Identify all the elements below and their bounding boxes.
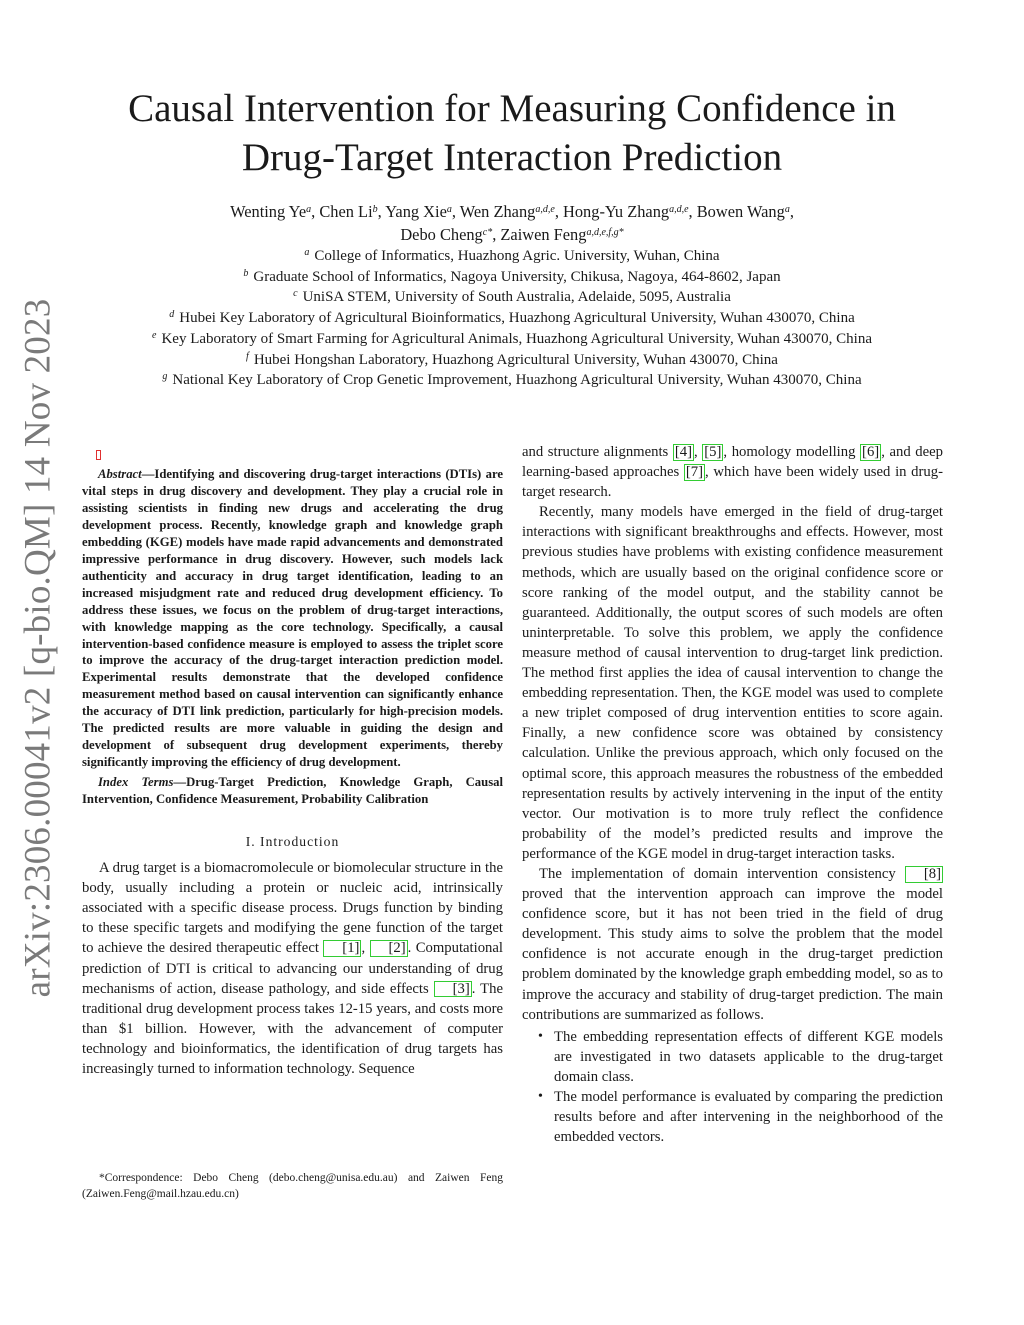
- author-list: [90, 200, 934, 246]
- paper-title: [90, 84, 934, 182]
- abstract: [82, 466, 503, 771]
- annotation-marker-icon: [96, 450, 101, 460]
- abstract-text: —Identifying and discovering drug-target interactions (DTIs) are vital steps in drug discovery and development. They play a crucial role in assisting scientists in finding new drugs and accelerating the drug development process. Recently, knowledge graph and knowledge graph embedding (KGE) models have made rapid advancements and demonstrated impressive performance in drug discovery. However, such models lack authenticity and accuracy in drug target identification, leading to an increased misjudgment rate and reduced drug development efficiency. To address these issues, we focus on the problem of drug-target interactions, with knowledge mapping as the core technology. Specifically, a causal intervention-based confidence measure is employed to assess the triplet score to improve the accuracy of the drug-target interaction prediction model. Experimental results demonstrate that the developed confidence measurement method based on causal intervention can significantly enhance the accuracy of DTI link prediction, particularly for high-precision models. The predicted results are more valuable in guiding the design and development of subsequent drug development experiments, thereby significantly improving the efficiency of drug development.: [82, 467, 503, 770]
- affiliation-mark: c: [293, 288, 298, 300]
- affiliation-item: [90, 329, 934, 350]
- affiliation-text: College of Informatics, Huazhong Agric. University, Wuhan, China: [314, 248, 720, 264]
- author-name: Debo Cheng: [400, 225, 483, 244]
- citation-link[interactable]: [4]: [674, 444, 692, 460]
- affiliation-item: [90, 308, 934, 329]
- abstract-label: Abstract: [98, 467, 142, 481]
- author-affil-mark: a,d,e,f,g*: [586, 227, 624, 238]
- text-run: . Computational prediction of DTI is critical to advancing our understanding of drug mechanisms of action, disease pathology, and side effects: [82, 940, 503, 997]
- author-name: Bowen Wang: [696, 202, 785, 221]
- affiliation-text: Hubei Key Laboratory of Agricultural Bioinformatics, Huazhong Agricultural University, Wuhan 430070, China: [179, 310, 855, 327]
- affiliation-item: [90, 370, 934, 391]
- affiliation-text: Graduate School of Informatics, Nagoya University, Chikusa, Nagoya, 464-8602, Japan: [253, 268, 781, 285]
- affiliation-mark: f: [246, 350, 249, 362]
- citation-link[interactable]: [2]: [370, 940, 408, 957]
- section-heading-introduction: I. Introduction: [245, 834, 340, 850]
- affiliation-mark: d: [169, 309, 175, 321]
- text-run: The implementation of domain intervention consistency: [539, 865, 905, 882]
- affiliation-mark: g: [162, 371, 168, 383]
- arxiv-identifier: [2, 298, 74, 998]
- text-run: , which have been widely used in drug-target research.: [522, 464, 943, 501]
- citation-link[interactable]: [1]: [323, 940, 361, 957]
- author-affil-mark: a: [306, 204, 312, 215]
- author-name: Hong-Yu Zhang: [563, 202, 670, 221]
- author-name: Zaiwen Feng: [500, 225, 587, 244]
- affiliation-item: [90, 267, 934, 288]
- text-run: , homology modelling: [723, 444, 861, 460]
- title-line-2: Drug-Target Interaction Prediction: [241, 136, 783, 179]
- author-name: Wenting Ye: [230, 202, 307, 221]
- index-terms-text: —Drug-Target Prediction, Knowledge Graph, Causal Intervention, Confidence Measurement, Probability Calibration: [82, 775, 503, 807]
- author-line-1: Wenting Ye$^a$, Chen Li$^b$, Yang Xie$^a$, Wen Zhang$^{a,d,e}$, Hong-Yu Zhang$^{a,d,e}$, Bowen Wang$^a$,: [230, 202, 794, 221]
- contributions-list: [522, 1027, 943, 1148]
- affiliation-text: UniSA STEM, University of South Australia, Adelaide, 5095, Australia: [302, 289, 731, 306]
- arxiv-identifier-text: arXiv:2306.00041v2 [q-bio.QM] 14 Nov 2023: [17, 298, 59, 998]
- author-affil-mark: a,d,e: [669, 204, 689, 215]
- author-name: Wen Zhang: [459, 202, 536, 221]
- author-affil-mark: a: [784, 204, 790, 215]
- text-run: A drug target is a biomacromolecule or biomolecular structure in the body, usually including a protein or nucleic acid, intrinsically associated with a specific disease process. Drugs function by binding to these specific targets and modifying the gene function of the target to achieve the desired therapeutic effect: [82, 860, 503, 957]
- affiliation-text: Key Laboratory of Smart Farming for Agricultural Animals, Huazhong Agricultural University, Wuhan 430070, China: [161, 330, 872, 347]
- body-paragraph: [522, 442, 943, 502]
- affiliation-mark: b: [243, 267, 249, 279]
- author-affil-mark: c*: [482, 227, 493, 238]
- affiliation-list: [90, 246, 934, 391]
- right-column: [522, 442, 943, 1147]
- affiliation-text: Hubei Hongshan Laboratory, Huazhong Agricultural University, Wuhan 430070, China: [253, 351, 778, 368]
- index-terms-label: Index Terms: [98, 775, 174, 790]
- index-terms: [82, 774, 503, 808]
- affiliation-item: [90, 350, 934, 371]
- list-item: • The embedding representation effects of different KGE models are investigated in two datasets applicable to the drug-target domain class.: [554, 1027, 943, 1087]
- correspondence-footnote: *Correspondence: Debo Cheng (debo.cheng@unisa.edu.au) and Zaiwen Feng (Zaiwen.Feng@mail.hzau.edu.cn): [82, 1172, 503, 1200]
- author-name: Chen Li: [319, 202, 373, 221]
- affiliation-item: [90, 287, 934, 308]
- author-affil-mark: a,d,e: [535, 204, 555, 215]
- text-run: and structure alignments: [522, 444, 673, 460]
- intro-paragraph: [82, 858, 503, 1079]
- author-line-2: Debo Cheng$^{c*}$, Zaiwen Feng$^{a,d,e,f,g*}$: [400, 225, 624, 244]
- text-run: . The traditional drug development process takes 12-15 years, and costs more than $1 billion. However, with the advancement of computer technology and bioinformatics, the identification of drug targets has increasingly turned to information technology. Sequence: [82, 980, 503, 1077]
- citation-link[interactable]: [7]: [685, 464, 704, 481]
- text-run: ,: [694, 444, 703, 460]
- citation-link[interactable]: [3]: [434, 981, 472, 998]
- author-name: Yang Xie: [385, 202, 447, 221]
- body-paragraph: [522, 864, 943, 1025]
- text-run: , and deep learning-based approaches: [522, 444, 943, 481]
- citation-link[interactable]: [8]: [905, 866, 943, 883]
- body-paragraph: Recently, many models have emerged in the field of drug-target interactions with significant breakthroughs and effects. However, most previous studies have problems with existing confidence measurement methods, which are usually based on the original confidence score or score ranking of the model output, and the stability cannot be guaranteed. Additionally, the output scores of such models are often uninterpretable. To solve this problem, we apply the confidence measure method of causal intervention to drug-target link prediction. The method first applies the idea of causal intervention to change the embedding representation. Then, the KGE model was used to complete a new triplet composed of drug intervention entities to score again. Finally, a new confidence score was obtained by consistency calculation. Unlike the previous approach, which only focused on the optimal score, this approach measures the robustness of the embedded representation results by actively intervening in the input of the entity vector. Our motivation is to more truly reflect the confidence probability of the model’s predicted results and improve the performance of the KGE model in drug-target interaction tasks.: [522, 504, 943, 862]
- affiliation-item: [90, 246, 934, 267]
- title-line-1: Causal Intervention for Measuring Confidence in: [128, 87, 896, 130]
- citation-link[interactable]: [5]: [704, 444, 722, 460]
- left-column: [82, 442, 503, 1079]
- text-run: proved that the intervention approach can improve the model confidence score, but it has not been tried in the field of drug development. This study aims to solve the problem that the model confidence is not accurate enough in the drug-target prediction problem dominated by the knowledge graph embedding model, so as to improve the accuracy and stability of drug-target prediction. The main contributions are summarized as follows.: [522, 886, 943, 1023]
- citation-link[interactable]: [6]: [862, 444, 880, 460]
- text-run: ,: [361, 940, 370, 957]
- author-affil-mark: b: [372, 204, 378, 215]
- list-item: • The model performance is evaluated by comparing the prediction results before and after intervening in the neighborhood of the embedded vectors.: [554, 1087, 943, 1147]
- affiliation-mark: a: [304, 247, 310, 258]
- affiliation-mark: e: [152, 329, 157, 341]
- affiliation-text: National Key Laboratory of Crop Genetic Improvement, Huazhong Agricultural University, Wuhan 430070, China: [172, 372, 862, 389]
- author-affil-mark: a: [446, 204, 452, 215]
